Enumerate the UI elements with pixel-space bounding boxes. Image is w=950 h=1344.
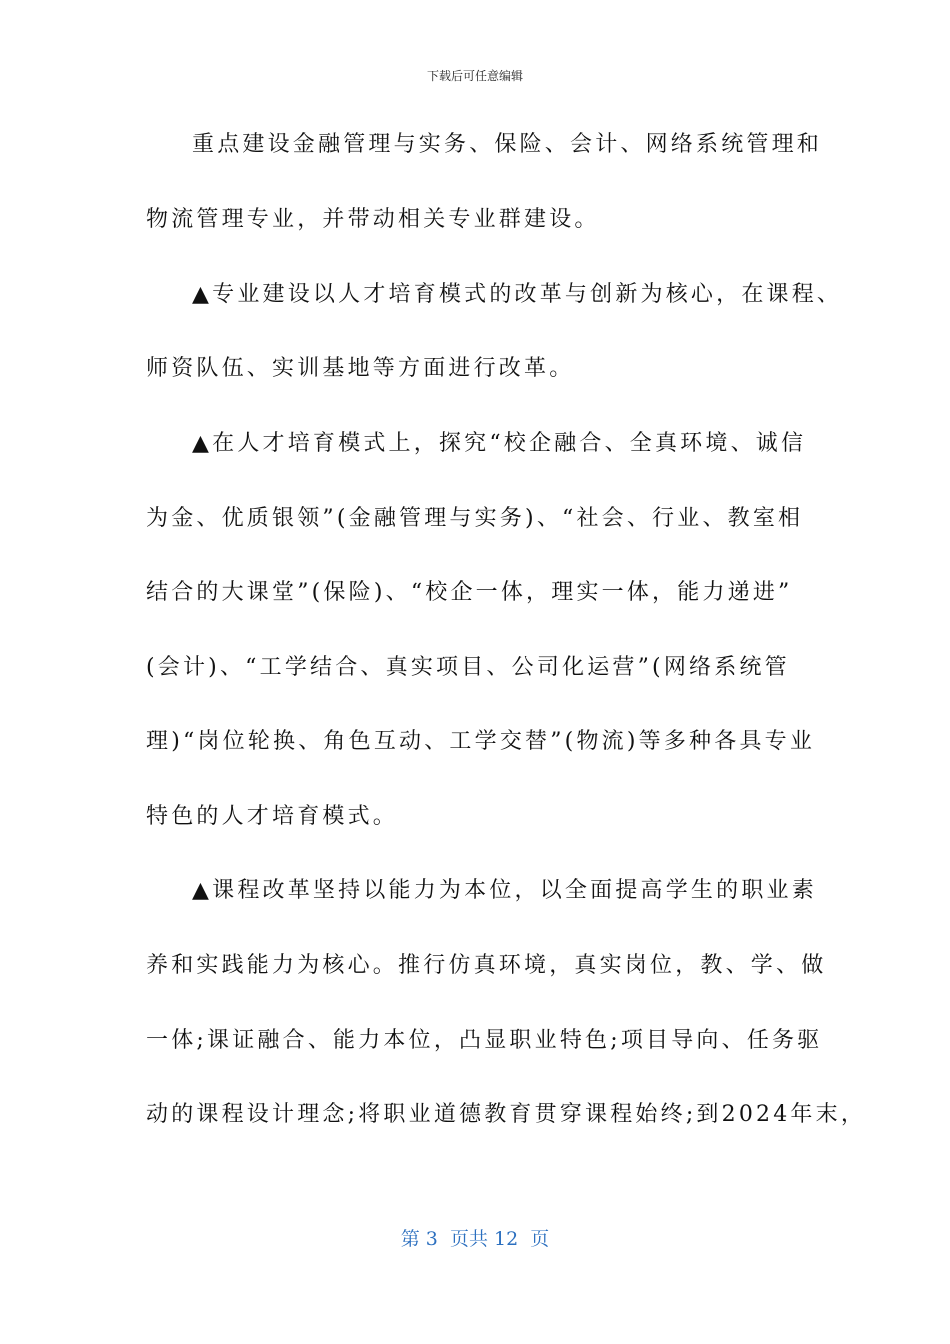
paragraph-line: 特色的人才培育模式。	[146, 804, 399, 829]
paragraph-line: 结合的大课堂”(保险)、“校企一体，理实一体，能力递进”	[146, 580, 793, 605]
paragraph-line: 理)“岗位轮换、角色互动、工学交替”(物流)等多种各具专业	[146, 729, 816, 754]
paragraph-line: 一体;课证融合、能力本位，凸显职业特色;项目导向、任务驱	[146, 1028, 823, 1053]
paragraph-line: 养和实践能力为核心。推行仿真环境，真实岗位，教、学、做	[146, 953, 827, 978]
paragraph-line: ▲在人才培育模式上，探究“校企融合、全真环境、诚信	[192, 431, 807, 456]
paragraph-line: 物流管理专业，并带动相关专业群建设。	[146, 207, 600, 232]
paragraph-line: ▲专业建设以人才培育模式的改革与创新为核心，在课程、	[192, 282, 843, 307]
page-header: 下载后可任意编辑	[426, 69, 523, 83]
paragraph-line: (会计)、“工学结合、真实项目、公司化运营”(网络系统管	[146, 655, 790, 680]
paragraph-line: 重点建设金融管理与实务、保险、会计、网络系统管理和	[192, 132, 823, 157]
paragraph-line: 动的课程设计理念;将职业道德教育贯穿课程始终;到2024年末，	[146, 1102, 867, 1127]
paragraph-line: 为金、优质银领”(金融管理与实务)、“社会、行业、教室相	[146, 506, 804, 531]
paragraph-line: ▲课程改革坚持以能力为本位，以全面提高学生的职业素	[192, 878, 817, 903]
paragraph-line: 师资队伍、实训基地等方面进行改革。	[146, 356, 575, 381]
page-number-footer: 第 3 页共 12 页	[400, 1228, 550, 1250]
